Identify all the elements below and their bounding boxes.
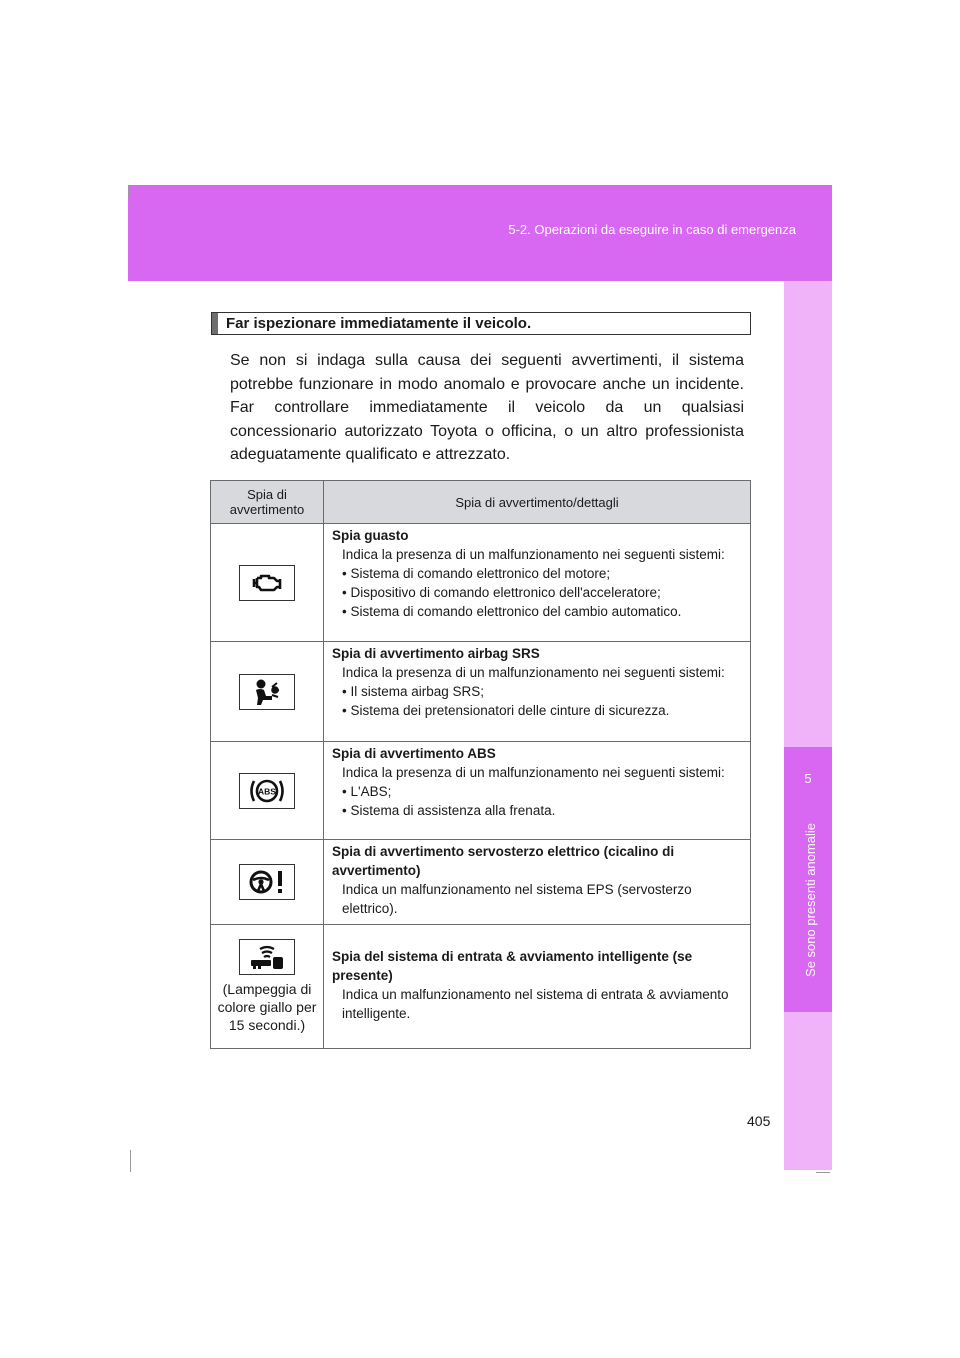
steering-warning-icon	[239, 864, 295, 900]
detail-line: Indica la presenza di un malfunzionamento nei seguenti sistemi:	[342, 665, 725, 680]
abs-icon-label: ABS	[258, 786, 276, 796]
table-row	[211, 925, 751, 1049]
chapter-title: Se sono presenti anomalie	[803, 823, 818, 977]
crop-mark	[816, 1172, 830, 1173]
warning-title: Spia di avvertimento airbag SRS	[332, 646, 540, 661]
header-band	[128, 185, 832, 281]
section-heading	[211, 312, 751, 335]
detail-line: • Sistema di comando elettronico del motore;	[342, 566, 611, 581]
table-row	[211, 524, 751, 642]
side-tab-lower	[784, 1012, 832, 1170]
warning-lights-table	[210, 480, 751, 1049]
side-tab-upper	[784, 281, 832, 747]
table-row	[211, 642, 751, 742]
detail-line: • Sistema dei pretensionatori delle cinture di sicurezza.	[342, 703, 670, 718]
icon-caption: (Lampeggia di colore giallo per 15 secondi.)	[217, 981, 317, 1033]
detail-line: Indica la presenza di un malfunzionamento nei seguenti sistemi:	[342, 547, 725, 562]
page-number: 405	[747, 1113, 771, 1129]
warning-title: Spia del sistema di entrata & avviamento intelligente (se presente)	[332, 948, 693, 983]
warning-title: Spia di avvertimento servosterzo elettrico (cicalino di avvertimento)	[332, 844, 675, 878]
detail-line: • Dispositivo di comando elettronico dell'acceleratore;	[342, 585, 661, 600]
detail-line: • Sistema di comando elettronico del cambio automatico.	[342, 604, 682, 619]
crop-mark	[130, 1150, 131, 1172]
warning-title: Spia guasto	[332, 528, 409, 543]
icon-cell	[211, 524, 324, 642]
column-header-details: Spia di avvertimento/dettagli	[324, 481, 751, 524]
icon-cell	[211, 840, 324, 925]
heading-accent-bar	[212, 313, 218, 334]
details-cell	[324, 642, 751, 742]
icon-cell	[211, 925, 324, 1049]
heading-text: Far ispezionare immediatamente il veicolo.	[226, 315, 532, 332]
detail-line: Indica un malfunzionamento nel sistema EPS (servosterzo elettrico).	[342, 882, 692, 916]
details-cell	[324, 742, 751, 840]
details-cell	[324, 524, 751, 642]
icon-cell	[211, 742, 324, 840]
crop-mark	[128, 185, 129, 197]
icon-cell	[211, 642, 324, 742]
intro-paragraph: Se non si indaga sulla causa dei seguenti avvertimenti, il sistema potrebbe funzionare in modo anomalo e provocare anche un incidente. Far controllare immediatamente il veicolo da un qualsiasi concessionario autorizzato Toyota o officina, o un altro professionista adeguatamente qualificato e attrezzato.	[230, 352, 744, 463]
table-row	[211, 742, 751, 840]
detail-line: • L'ABS;	[342, 784, 392, 799]
smart-key-icon	[239, 939, 295, 975]
detail-line: Indica la presenza di un malfunzionamento nei seguenti sistemi:	[342, 765, 725, 780]
column-header-light: Spia di avvertimento	[211, 481, 324, 524]
section-title: 5-2. Operazioni da eseguire in caso di emergenza	[508, 222, 796, 237]
engine-icon	[239, 565, 295, 601]
table-row	[211, 840, 751, 925]
chapter-number: 5	[804, 771, 812, 786]
warning-title: Spia di avvertimento ABS	[332, 746, 496, 761]
detail-line: • Sistema di assistenza alla frenata.	[342, 803, 556, 818]
details-cell	[324, 840, 751, 925]
airbag-icon	[239, 674, 295, 710]
abs-icon	[239, 773, 295, 809]
detail-line: • Il sistema airbag SRS;	[342, 684, 485, 699]
detail-line: Indica un malfunzionamento nel sistema di entrata & avviamento intelligente.	[342, 986, 729, 1021]
details-cell	[324, 925, 751, 1049]
table-header-row	[211, 481, 751, 524]
